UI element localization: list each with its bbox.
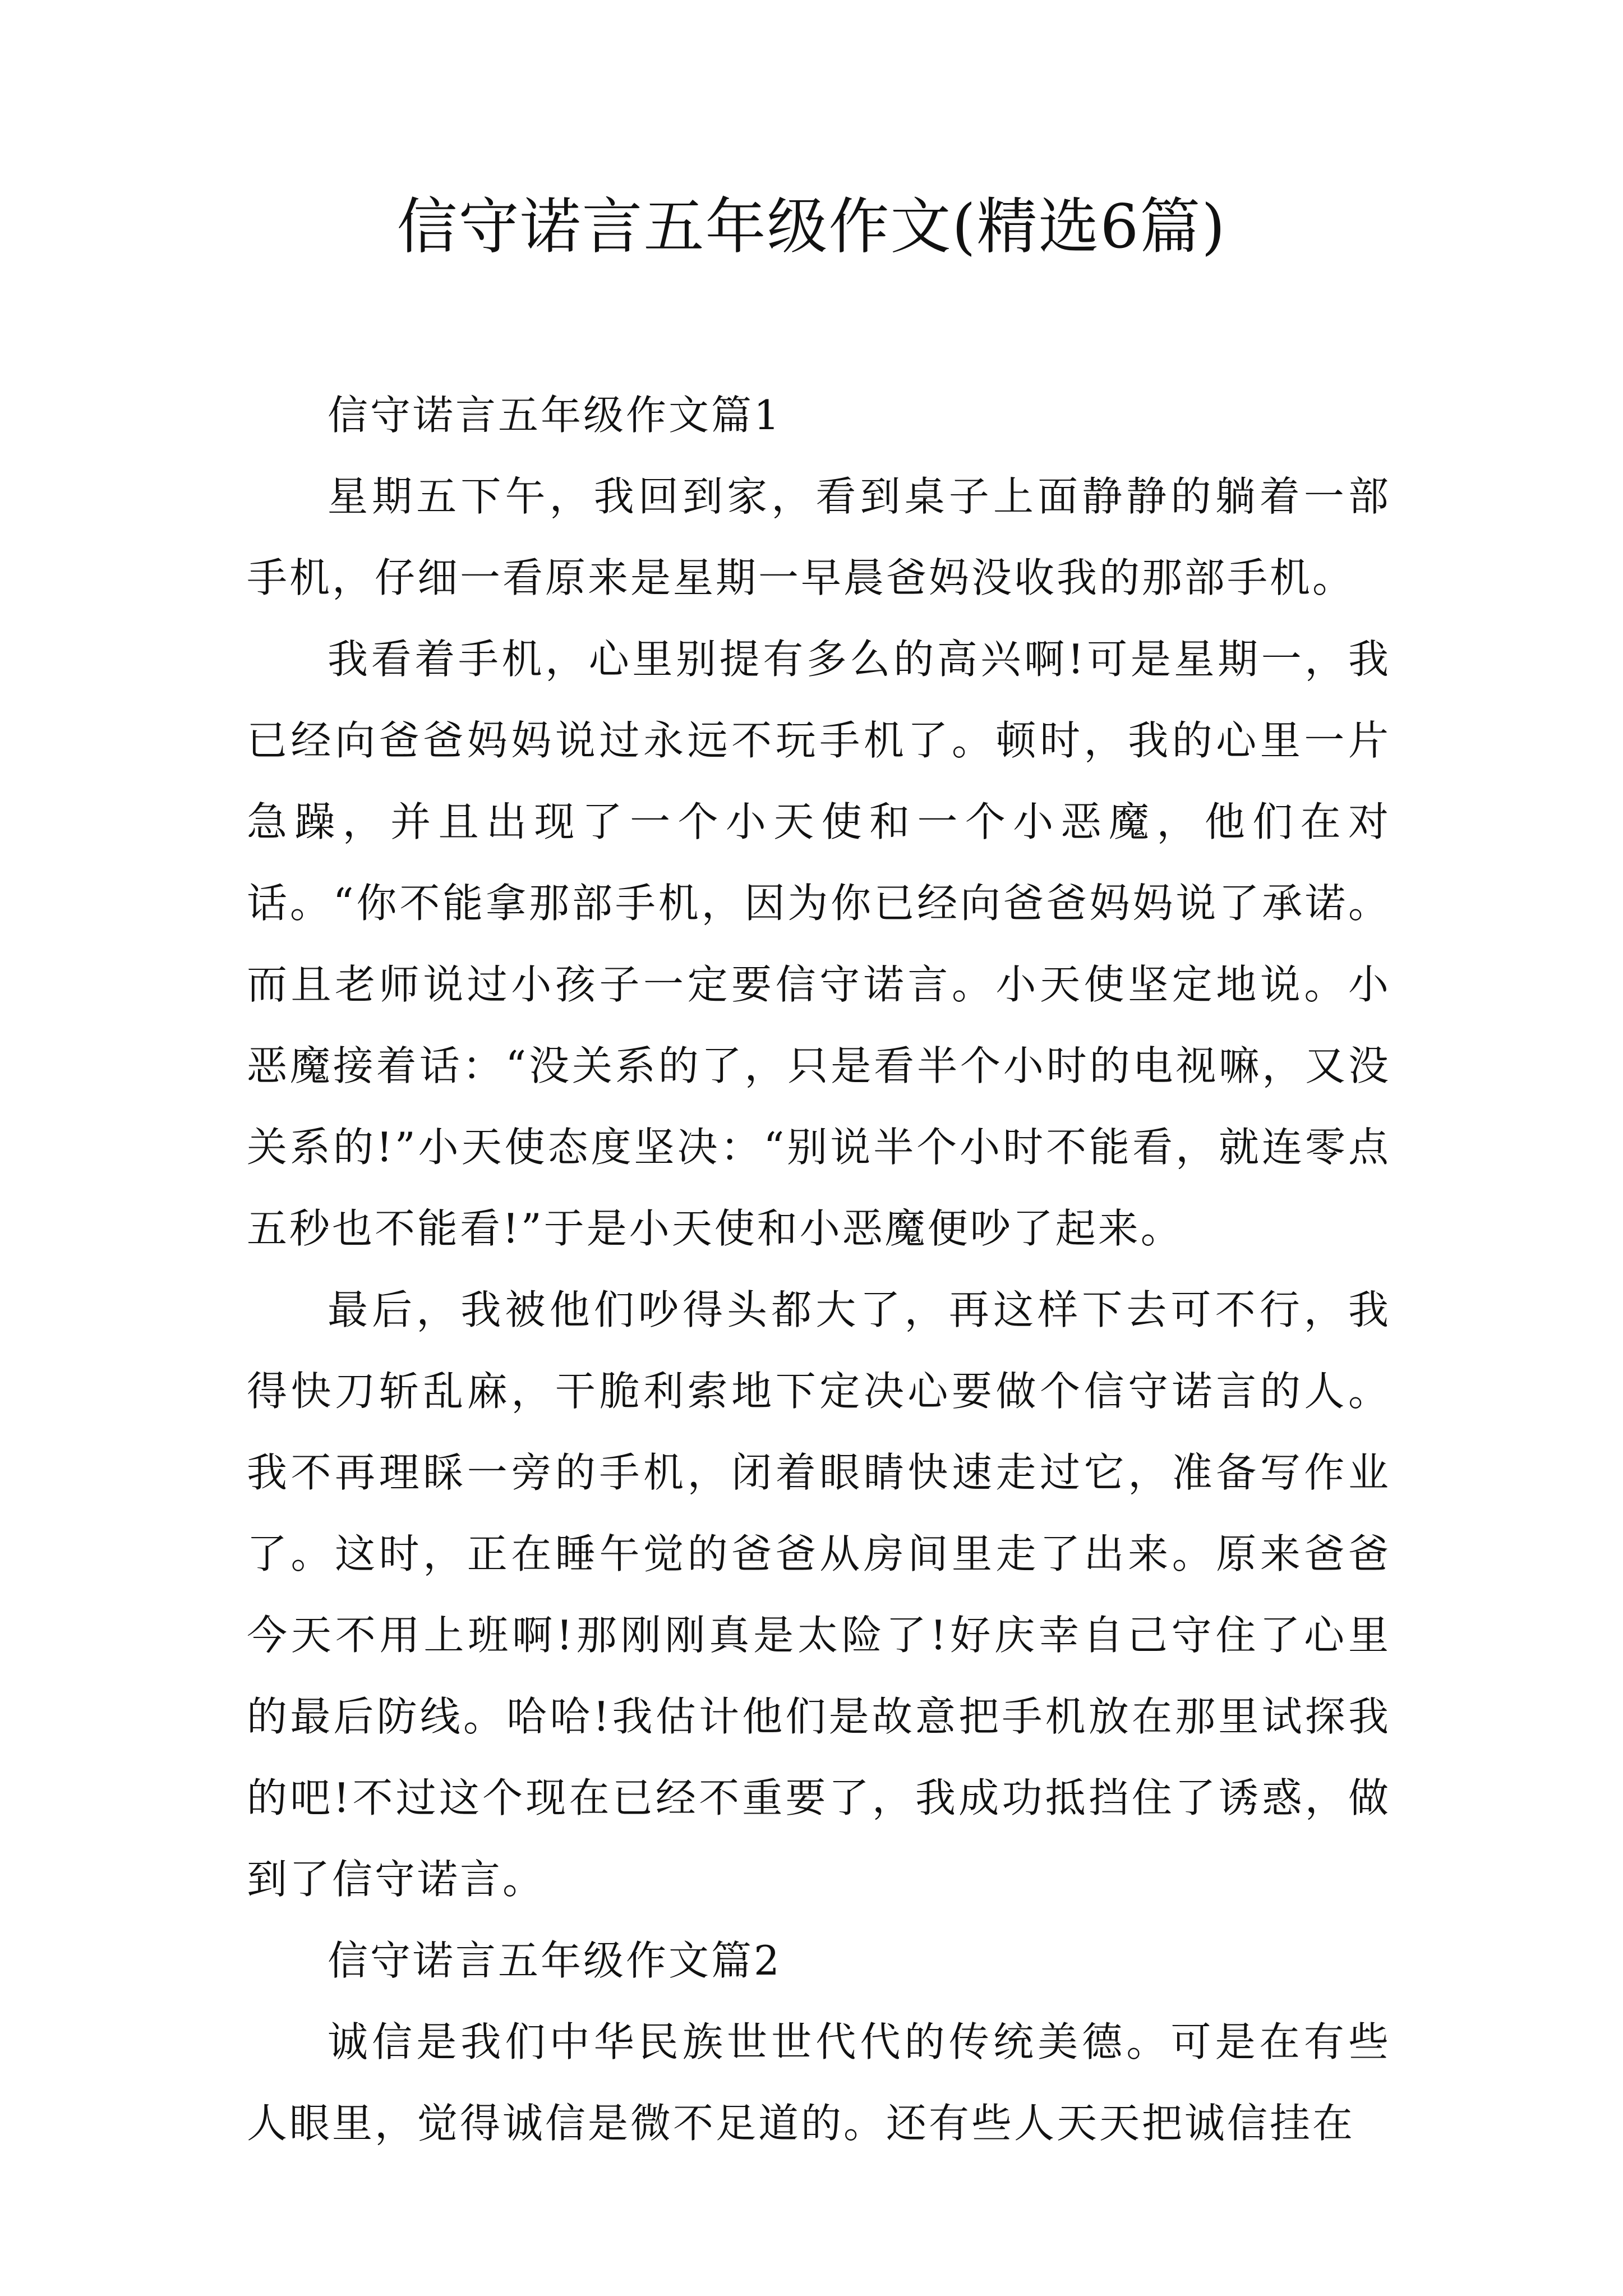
section-heading-2: 信守诺言五年级作文篇2 (328, 1937, 782, 1984)
document-body (247, 375, 1391, 2164)
document-title: 信守诺言五年级作文(精选6篇) (396, 192, 1227, 262)
section-heading-1: 信守诺言五年级作文篇1 (328, 392, 782, 439)
section-1-paragraph-3: 最后，我被他们吵得头都大了，再这样下去可不行，我得快刀斩乱麻，干脆利索地下定决心要做个信守诺言的人。我不再理睬一旁的手机，闭着眼睛快速走过它，准备写作业了。这时，正在睡午觉的爸爸从房间里走了出来。原来爸爸今天不用上班啊!那刚刚真是太险了!好庆幸自己守住了心里的最后防线。哈哈!我估计他们是故意把手机放在那里试探我的吧!不过这个现在已经不重要了，我成功抵挡住了诱惑，做到了信守诺言。 (247, 1286, 1391, 1903)
section-2-paragraph-1: 诚信是我们中华民族世世代代的传统美德。可是在有些人眼里，觉得诚信是微不足道的。还有些人天天把诚信挂在 (247, 2018, 1391, 2147)
section-1-paragraph-1: 星期五下午，我回到家，看到桌子上面静静的躺着一部手机，仔细一看原来是星期一早晨爸妈没收我的那部手机。 (247, 473, 1391, 601)
section-1-paragraph-2: 我看着手机，心里别提有多么的高兴啊!可是星期一，我已经向爸爸妈妈说过永远不玩手机了。顿时，我的心里一片急躁，并且出现了一个小天使和一个小恶魔，他们在对话。“你不能拿那部手机，因为你已经向爸爸妈妈说了承诺。而且老师说过小孩子一定要信守诺言。小天使坚定地说。小恶魔接着话：“没关系的了，只是看半个小时的电视嘛，又没关系的!”小天使态度坚决：“别说半个小时不能看，就连零点五秒也不能看!”于是小天使和小恶魔便吵了起来。 (247, 636, 1391, 1252)
